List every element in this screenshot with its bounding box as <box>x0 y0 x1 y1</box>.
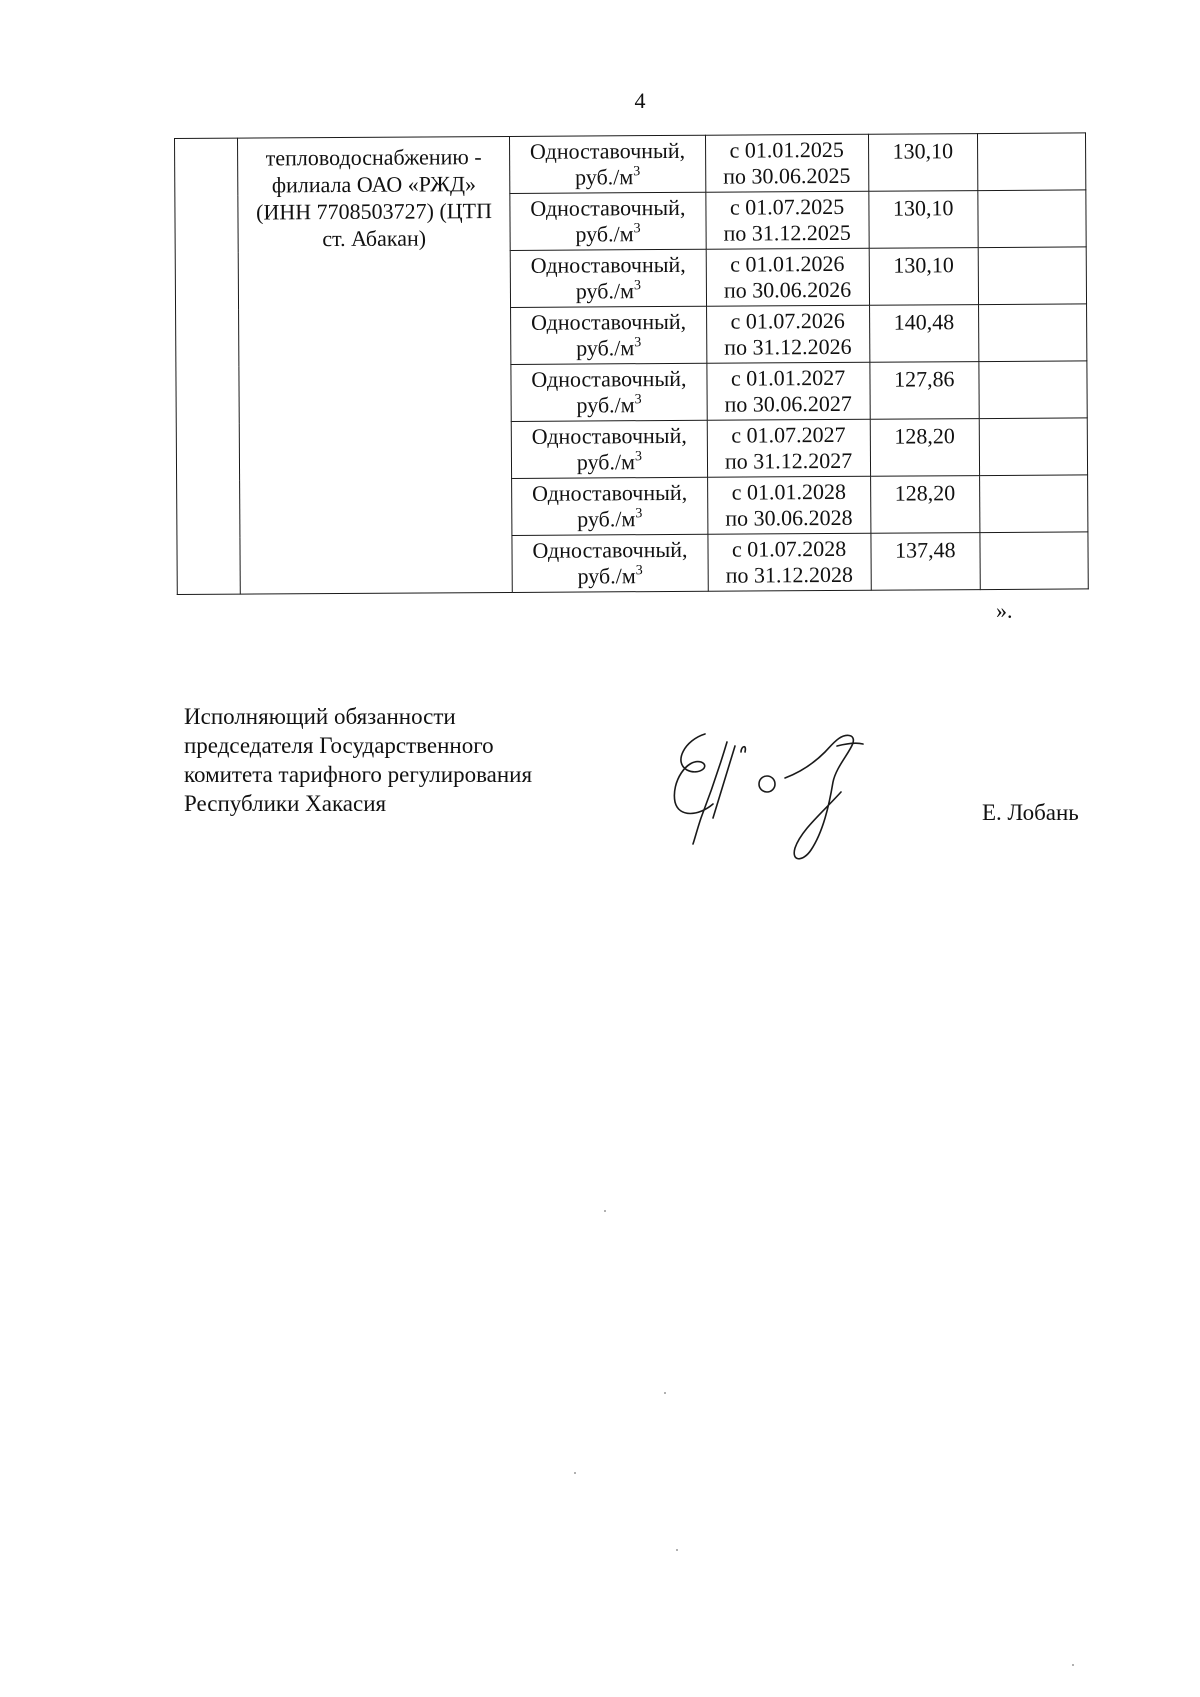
period-to: по 30.06.2028 <box>725 504 853 531</box>
tariff-unit-exponent: 3 <box>635 563 643 579</box>
tariff-kind-cell <box>512 477 708 535</box>
scan-speck <box>676 1549 678 1551</box>
tariff-table <box>174 132 1089 595</box>
scan-speck <box>574 1472 576 1474</box>
tariff-kind-cell <box>510 249 706 307</box>
tariff-value-cell: 140,48 <box>869 305 979 363</box>
empty-cell <box>979 361 1087 419</box>
tariff-kind: Одноставочный, <box>530 308 687 335</box>
tariff-unit: руб./м <box>575 221 634 247</box>
signatory-title <box>184 702 532 818</box>
tariff-value-cell: 128,20 <box>870 419 980 477</box>
row-number-cell <box>175 138 241 594</box>
scan-speck <box>1072 1664 1074 1666</box>
empty-cell <box>979 304 1087 362</box>
signatory-line: Республики Хакасия <box>184 791 387 816</box>
tariff-unit: руб./м <box>577 506 636 532</box>
tariff-kind-cell <box>511 363 707 421</box>
tariff-kind-cell <box>510 135 706 193</box>
tariff-unit-exponent: 3 <box>634 335 642 351</box>
tariff-unit-line <box>516 449 703 476</box>
organization-cell: тепловодоснабжению - филиала ОАО «РЖД» (ИНН 7708503727) (ЦТП ст. Абакан) <box>237 136 512 594</box>
tariff-unit-exponent: 3 <box>633 164 641 180</box>
tariff-unit-line <box>515 278 702 305</box>
period-to: по 31.12.2025 <box>723 219 851 246</box>
tariff-kind-cell <box>511 420 707 478</box>
signatory-line: председателя Государственного <box>184 733 494 758</box>
signatory-line: Исполняющий обязанности <box>184 704 456 729</box>
empty-cell <box>980 532 1088 590</box>
tariff-kind: Одноставочный, <box>531 479 688 506</box>
period-cell <box>706 191 869 249</box>
period-cell <box>707 362 870 420</box>
tariff-unit-line <box>515 335 702 362</box>
tariff-unit-line <box>515 221 702 248</box>
tariff-unit-exponent: 3 <box>634 392 642 408</box>
period-from: с 01.07.2028 <box>731 535 847 562</box>
period-to: по 31.12.2028 <box>725 561 854 588</box>
period-cell <box>706 305 869 363</box>
scan-speck <box>604 1210 606 1212</box>
period-from: с 01.01.2025 <box>729 136 844 163</box>
period-to: по 30.06.2027 <box>724 390 852 417</box>
period-from: с 01.07.2025 <box>729 193 845 220</box>
tariff-unit-exponent: 3 <box>635 506 643 522</box>
signer-name: Е. Лобань <box>982 800 1079 825</box>
tariff-kind: Одноставочный, <box>529 137 686 164</box>
period-cell <box>707 419 870 477</box>
tariff-kind: Одноставочный, <box>530 251 686 278</box>
period-cell <box>705 134 868 192</box>
tariff-value-cell: 130,10 <box>868 191 978 249</box>
signatory-line: комитета тарифного регулирования <box>184 762 533 787</box>
tariff-kind-cell <box>512 534 708 592</box>
tariff-unit-exponent: 3 <box>634 449 643 465</box>
period-cell <box>708 533 871 591</box>
period-from: с 01.01.2027 <box>730 364 846 391</box>
period-to: по 31.12.2026 <box>724 333 852 360</box>
tariff-unit-line <box>516 506 703 533</box>
period-to: по 31.12.2027 <box>724 447 853 474</box>
closing-quote: ». <box>996 598 1013 623</box>
tariff-value-cell: 130,10 <box>868 134 978 192</box>
scan-speck <box>664 1392 666 1394</box>
empty-cell <box>979 418 1087 476</box>
period-cell <box>706 248 869 306</box>
empty-cell <box>978 190 1086 248</box>
tariff-unit: руб./м <box>575 164 634 190</box>
empty-cell <box>978 133 1086 191</box>
tariff-kind: Одноставочный, <box>530 194 686 221</box>
tariff-unit: руб./м <box>576 335 635 361</box>
page-number: 4 <box>634 88 646 113</box>
period-to: по 30.06.2026 <box>723 276 852 303</box>
tariff-unit: руб./м <box>576 392 635 418</box>
period-to: по 30.06.2025 <box>723 162 851 189</box>
table-row <box>175 133 1086 196</box>
tariff-unit-line <box>516 392 703 419</box>
period-from: с 01.01.2028 <box>731 478 846 505</box>
tariff-unit-line <box>517 563 704 590</box>
tariff-unit: руб./м <box>577 563 636 589</box>
period-cell <box>707 476 870 534</box>
tariff-kind: Одноставочный, <box>531 422 687 449</box>
tariff-kind-cell <box>510 192 706 250</box>
tariff-unit-exponent: 3 <box>633 221 641 237</box>
tariff-unit-exponent: 3 <box>633 278 641 294</box>
tariff-table-body <box>175 133 1089 595</box>
empty-cell <box>978 247 1086 305</box>
tariff-value-cell: 130,10 <box>869 248 979 306</box>
period-from: с 01.07.2026 <box>730 307 845 334</box>
tariff-unit: руб./м <box>576 449 636 475</box>
period-from: с 01.01.2026 <box>730 250 845 277</box>
tariff-kind-cell <box>511 306 707 364</box>
tariff-value-cell: 137,48 <box>870 533 980 591</box>
handwritten-signature <box>665 722 905 872</box>
tariff-value-cell: 128,20 <box>870 476 980 534</box>
tariff-kind: Одноставочный, <box>531 365 687 392</box>
period-from: с 01.07.2027 <box>731 421 846 448</box>
tariff-unit-line <box>514 164 701 191</box>
tariff-kind: Одноставочный, <box>532 536 688 563</box>
tariff-value-cell: 127,86 <box>869 362 979 420</box>
empty-cell <box>980 475 1088 533</box>
tariff-unit: руб./м <box>575 278 635 304</box>
